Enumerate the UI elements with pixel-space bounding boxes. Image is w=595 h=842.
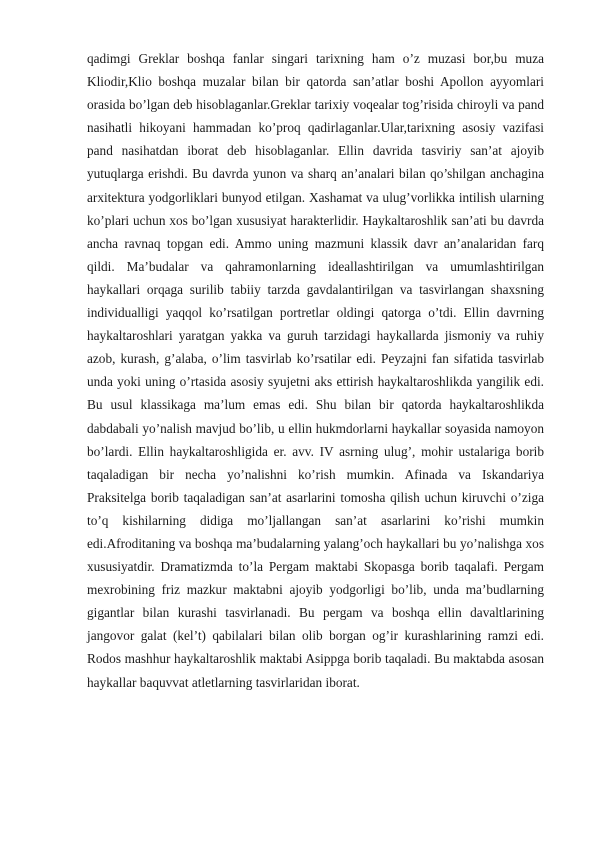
body-paragraph: qadimgi Greklar boshqa fanlar singari tarixning ham o’z muzasi bor,bu muza Kliodir,Klio boshqa muzalar bilan bir qatorda san’atlar boshi Apollon ayyomlari orasida bo’lgan deb hisoblaganlar.Greklar tarixiy voqealar tog’risida chiroyli va pand nasihatli hikoyani hammadan ko’proq qadirlaganlar.Ular,tarixning asosiy vazifasi pand nasihatdan iborat deb hisoblaganlar. Ellin davrida tasviriy san’at ajoyib yutuqlarga erishdi. Bu davrda yunon va sharq an’analari bilan qo’shilgan anchagina arxitektura yodgorliklari bunyod etilgan. Xashamat va ulug’vorlikka intilish ularning ko’plari uchun xos bo’lgan xususiyat harakterlidir. Haykaltaroshlik san’ati bu davrda ancha ravnaq topgan edi. Ammo uning mazmuni klassik davr an’analaridan farq qildi. Ma’budalar va qahramonlarning ideallashtirilgan va umumlashtirilgan haykallari orqaga surilib tabiiy tarzda gavdalantirilgan va tasvirlangan shaxsning individualligi yaqqol ko’rsatilgan portretlar oldingi qatorga o’tdi. Ellin davrning haykaltaroshlari yaratgan yakka va guruh tarzidagi haykallarda jismoniy va ruhiy azob, kurash, g’alaba, o’lim tasvirlab ko’rsatilar edi. Peyzajni fan sifatida tasvirlab unda yoki uning o’rtasida asosiy syujetni aks ettirish haykaltaroshlikda yangilik edi. Bu usul klassikaga ma’lum emas edi. Shu bilan bir qatorda haykaltaroshlikda dabdabali yo’nalish mavjud bo’lib, u ellin hukmdorlarni haykallar soyasida namoyon bo’lardi. Ellin haykaltaroshligida er. avv. IV asrning ulug’, mohir ustalariga borib taqaladigan bir necha yo’nalishni ko’rish mumkin. Afinada va Iskandariya Praksitelga borib taqaladigan san’at asarlarini tomosha qilish uchun kiruvchi o’ziga to’q kishilarning didiga mo’ljallangan san’at asarlarini ko’rishi mumkin edi.Afroditaning va boshqa ma’budalarning yalang’och haykallari bu yo’nalishga xos xususiyatdir. Dramatizmda to’la Pergam maktabi Skopasga borib taqalafi. Pergam mexrobining friz mazkur maktabni ajoyib yodgorligi bo’lib, unda ma’budlarning gigantlar bilan kurashi tasvirlanadi. Bu pergam va boshqa ellin davaltlarining jangovor galat (kel’t) qabilalari bilan olib borgan og’ir kurashlarining ramzi edi. Rodos mashhur haykaltaroshlik maktabi Asippga borib taqaladi. Bu maktabda asosan haykallar baquvvat atletlarning tasvirlaridan iborat.	[87, 51, 544, 690]
